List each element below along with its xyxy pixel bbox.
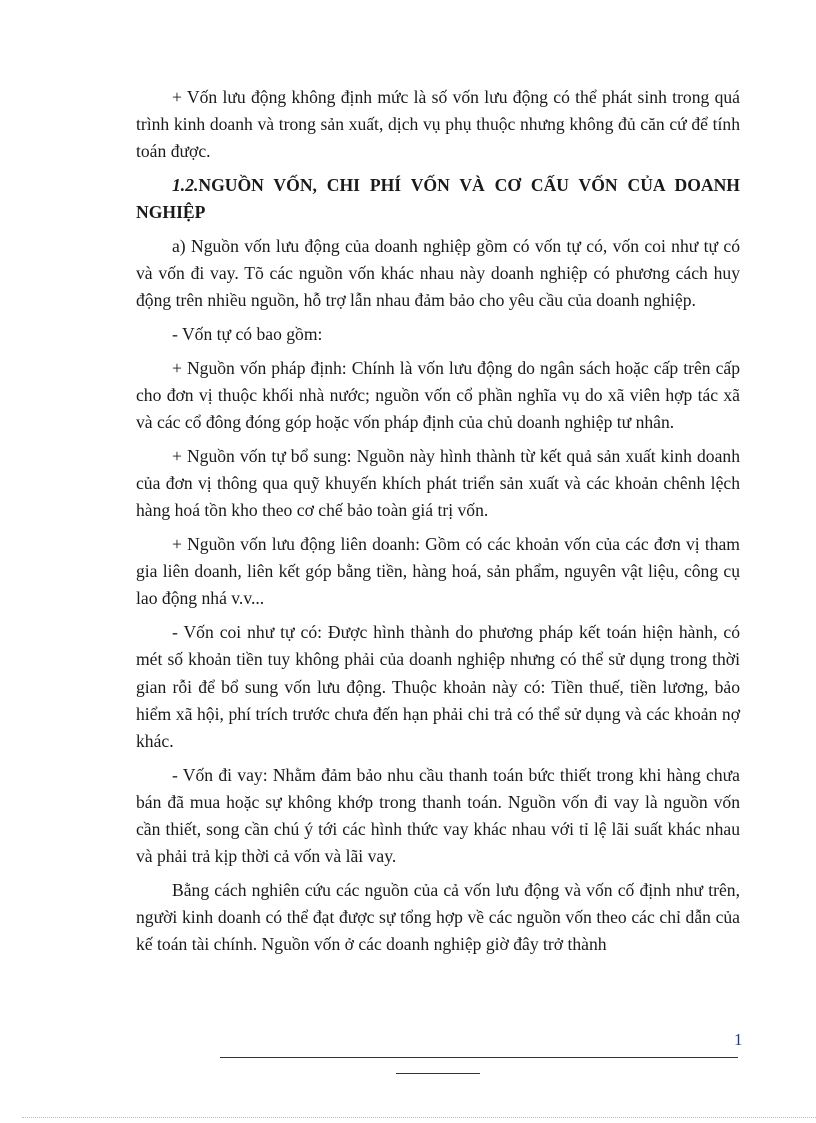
footer-rule — [220, 1057, 738, 1058]
paragraph-working-capital-sources: a) Nguồn vốn lưu động của doanh nghiệp gồm có vốn tự có, vốn coi như tự có và vốn đi vay. Tõ các nguồn vốn khác nhau này doanh nghiệp có phương cách huy động trên nhiều nguồn, hỗ trợ lẫn nhau đảm bảo cho yêu cầu của doanh nghiệp. — [136, 236, 740, 311]
section-number: 1.2. — [172, 175, 199, 196]
page-edge-divider — [22, 1117, 816, 1118]
footer-rule-short — [396, 1073, 480, 1074]
paragraph-indefinite-working-capital: + Vốn lưu động không định mức là số vốn lưu động có thể phát sinh trong quá trình kinh doanh và trong sản xuất, dịch vụ phụ thuộc nhưng không đủ căn cứ để tính toán được. — [136, 87, 740, 162]
paragraph-borrowed-capital: - Vốn đi vay: Nhằm đảm bảo nhu cầu thanh toán bức thiết trong khi hàng chưa bán đã mua hoặc sự không khớp trong thanh toán. Nguồn vốn đi vay là nguồn vốn cần thiết, song cần chú ý tới các hình thức vay khác nhau với tỉ lệ lãi suất khác nhau và phải trả kịp thời cả vốn và lãi vay. — [136, 764, 740, 867]
section-heading — [136, 172, 740, 226]
paragraph-own-capital-intro: - Vốn tự có bao gồm: — [172, 324, 323, 345]
paragraph-legal-capital: + Nguồn vốn pháp định: Chính là vốn lưu động do ngân sách hoặc cấp trên cấp cho đơn vị thuộc khối nhà nước; nguồn vốn cổ phần nghĩa vụ do xã viên hợp tác xã và các cổ đông đóng góp hoặc vốn pháp định của chủ doanh nghiệp tư nhân. — [136, 357, 740, 433]
page-number: 1 — [734, 1030, 743, 1049]
paragraph-quasi-own-capital: - Vốn coi như tự có: Được hình thành do phương pháp kết toán hiện hành, có mét số khoản tiền tuy không phải của doanh nghiệp nhưng có thể sử dụng trong thời gian rỗi để bổ sung vốn lưu động. Thuộc khoản này có: Tiền thuế, tiền lương, bảo hiểm xã hội, phí trích trước chưa đến hạn phải chi trả có thể sử dụng và các khoản nợ khác. — [136, 622, 740, 751]
document-body — [136, 84, 740, 965]
paragraph-conclusion: Bằng cách nghiên cứu các nguồn của cả vốn lưu động và vốn cố định như trên, người kinh doanh có thể đạt được sự tổng hợp về các nguồn vốn theo các chỉ dẫn của kế toán tài chính. Nguồn vốn ở các doanh nghiệp giờ đây trở thành — [136, 879, 740, 955]
section-title: NGUỒN VỐN, CHI PHÍ VỐN VÀ CƠ CẤU VỐN CỦA DOANH NGHIỆP — [136, 175, 740, 223]
paragraph-joint-venture-capital: + Nguồn vốn lưu động liên doanh: Gồm có các khoản vốn của các đơn vị tham gia liên doanh, liên kết góp bằng tiền, hàng hoá, sản phẩm, nguyên vật liệu, công cụ lao động nhá v.v... — [136, 534, 740, 609]
paragraph-supplementary-capital: + Nguồn vốn tự bổ sung: Nguồn này hình thành từ kết quả sản xuất kinh doanh của đơn vị thông qua quỹ khuyến khích phát triển sản xuất và các khoản chênh lệch hàng hoá tồn kho theo cơ chế bảo toàn giá trị vốn. — [136, 445, 740, 521]
